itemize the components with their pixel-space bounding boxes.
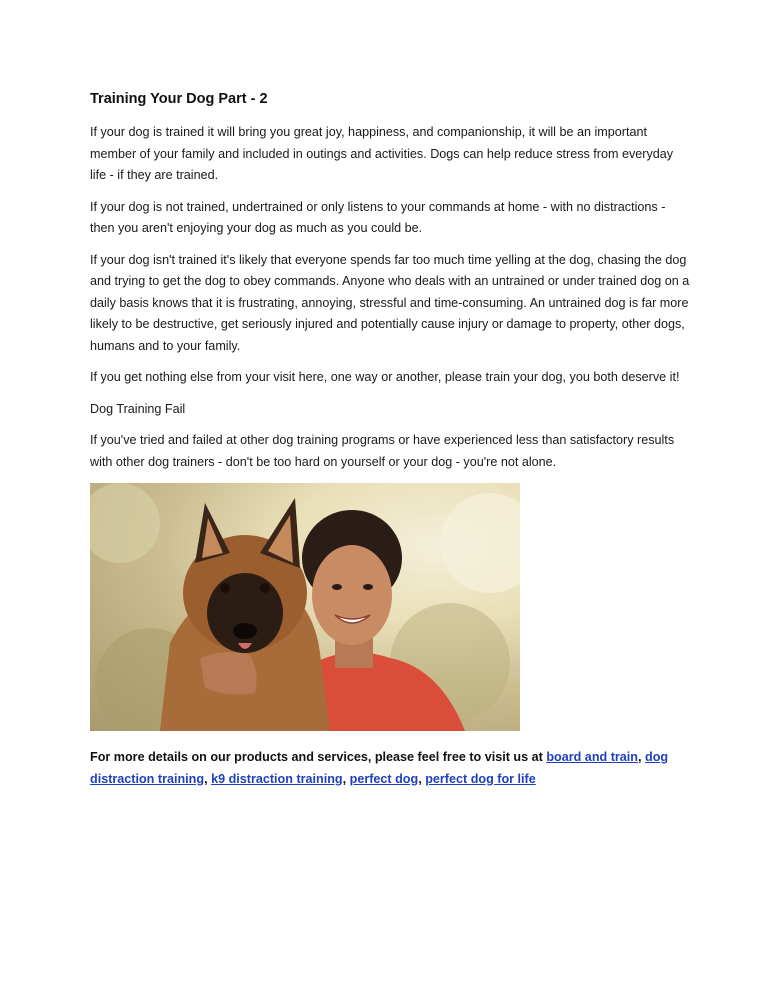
link-perfect-dog[interactable]: perfect dog [349,771,419,786]
document-title: Training Your Dog Part - 2 [90,91,268,107]
paragraph-3: If your dog isn't trained it's likely that everyone spends far too much time yelling at the dog, chasing the dog and trying to get the dog to obey commands. Anyone who deals with an untrained or under trained dog on a daily basis knows that it is frustrating, annoying, stressful and time-consuming. An untrained dog is far more likely to be destructive, get seriously injured and potentially cause injury or damage to property, other dogs, humans and to your family. [90,252,690,353]
dog-and-woman-photo [90,483,520,731]
document-page [90,88,690,790]
link-dog-distraction-training[interactable]: dog distraction training [90,750,669,786]
subheading: Dog Training Fail [90,401,186,416]
paragraph-4: If you get nothing else from your visit here, one way or another, please train your dog, you both deserve it! [90,370,680,384]
link-board-and-train[interactable]: board and train [546,750,638,764]
link-k9-distraction-training[interactable]: k9 distraction training [211,771,343,786]
paragraph-1: If your dog is trained it will bring you great joy, happiness, and companionship, it will be an important member of your family and included in outings and activities. Dogs can help reduce stress from everyday life - if they are trained. [90,125,674,182]
link-perfect-dog-for-life[interactable]: perfect dog for life [425,771,536,786]
cta-paragraph: For more details on our products and services, please feel free to visit us at board and train, dog distraction training, k9 distraction training, perfect dog, perfect dog for life [90,750,669,786]
cta-intro: For more details on our products and services, please feel free to visit us at [90,750,547,764]
paragraph-2: If your dog is not trained, undertrained or only listens to your commands at home - with no distractions - then you aren't enjoying your dog as much as you could be. [90,199,666,235]
paragraph-5: If you've tried and failed at other dog training programs or have experienced less than satisfactory results with other dog trainers - don't be too hard on yourself or your dog - you're not alone. [90,433,675,469]
